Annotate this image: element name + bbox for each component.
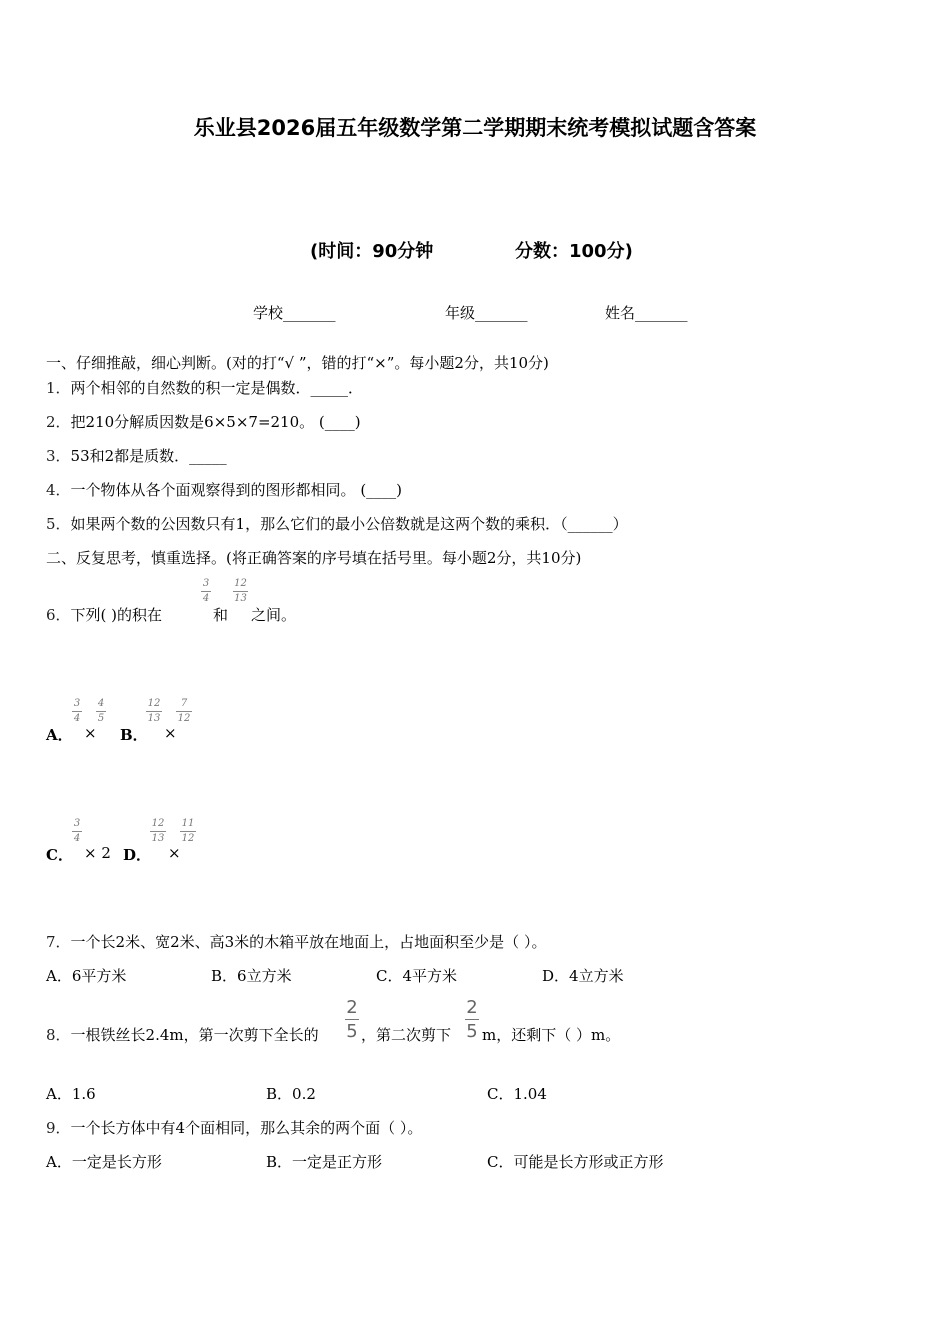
fraction: 4 5 xyxy=(97,698,105,724)
fraction: 7 12 xyxy=(177,698,191,724)
name-field: 姓名_______ xyxy=(605,304,688,322)
question-number: 7． xyxy=(46,933,71,951)
section1-heading: 一、仔细推敲，细心判断。(对的打“√ ”，错的打“×”。每小题2分，共10分) xyxy=(46,354,549,372)
option-a: A．6平方米 xyxy=(46,967,127,985)
question-6 xyxy=(46,604,162,625)
option-c: C．4平方米 xyxy=(376,967,458,985)
fraction: 12 13 xyxy=(151,818,165,844)
times-two: × 2 xyxy=(84,844,111,862)
question-3 xyxy=(46,445,227,466)
option-c: C．1.04 xyxy=(487,1085,547,1103)
page-title: 乐业县2026届五年级数学第二学期期末统考模拟试题含答案 xyxy=(193,116,757,140)
question-number: 1． xyxy=(46,379,71,397)
question-5 xyxy=(46,513,628,534)
option-a: A．一定是长方形 xyxy=(46,1153,162,1171)
times-sign: × xyxy=(168,844,181,862)
option-b: B．0.2 xyxy=(266,1085,316,1103)
question-text: 一个物体从各个面观察得到的图形都相同。 (____) xyxy=(70,481,403,499)
question-number: 4． xyxy=(46,481,71,499)
option-a-label: A． xyxy=(46,726,73,744)
question-text: 一个长方体中有4个面相同，那么其余的两个面（ ）。 xyxy=(70,1119,423,1137)
grade-field: 年级_______ xyxy=(445,304,528,322)
option-b: B．6立方米 xyxy=(211,967,292,985)
fraction: 2 5 xyxy=(466,997,478,1042)
question-text-pre: 下列( )的积在 xyxy=(70,606,163,624)
question-number: 6． xyxy=(46,606,71,624)
question-1 xyxy=(46,377,363,398)
fraction: 12 13 xyxy=(147,698,161,724)
question-number: 5． xyxy=(46,515,71,533)
question-9 xyxy=(46,1117,422,1138)
option-c-label: C． xyxy=(46,846,73,864)
fraction: 11 12 xyxy=(181,818,195,844)
fraction: 3 4 xyxy=(73,698,81,724)
question-text-pre: 一根铁丝长2.4m，第一次剪下全长的 xyxy=(70,1026,319,1044)
question-number: 8． xyxy=(46,1026,71,1044)
section2-heading: 二、反复思考，慎重选择。(将正确答案的序号填在括号里。每小题2分，共10分) xyxy=(46,549,582,567)
option-d-label: D． xyxy=(123,846,152,864)
question-number: 2． xyxy=(46,413,71,431)
times-sign: × xyxy=(84,724,97,742)
question-7 xyxy=(46,931,546,952)
times-sign: × xyxy=(164,724,177,742)
fraction: 12 13 xyxy=(234,578,247,604)
option-a: A．1.6 xyxy=(46,1085,96,1103)
question-text: 一个长2米、宽2米、高3米的木箱平放在地面上，占地面积至少是（ ）。 xyxy=(70,933,547,951)
question-text-post: 之间。 xyxy=(251,606,297,624)
question-number: 3． xyxy=(46,447,71,465)
option-b-label: B． xyxy=(120,726,148,744)
question-text-post: m，还剩下（ ）m。 xyxy=(482,1026,621,1044)
exam-time: (时间：90分钟 xyxy=(310,241,434,262)
question-text: 两个相邻的自然数的积一定是偶数．_____． xyxy=(70,379,364,397)
exam-score: 分数：100分) xyxy=(515,241,633,262)
question-text-mid: ，第二次剪下 xyxy=(361,1026,452,1044)
fraction: 3 4 xyxy=(73,818,81,844)
school-field: 学校_______ xyxy=(253,304,336,322)
fraction: 2 5 xyxy=(346,997,358,1042)
option-d: D．4立方米 xyxy=(542,967,624,985)
question-text: 53和2都是质数．_____ xyxy=(70,447,227,465)
question-number: 9． xyxy=(46,1119,71,1137)
fraction: 3 4 xyxy=(202,578,210,604)
option-c: C．可能是长方形或正方形 xyxy=(487,1153,664,1171)
question-8 xyxy=(46,1024,319,1045)
question-2 xyxy=(46,411,361,432)
question-text-and: 和 xyxy=(213,606,229,624)
option-b: B．一定是正方形 xyxy=(266,1153,383,1171)
question-text: 如果两个数的公因数只有1，那么它们的最小公倍数就是这两个数的乘积．（______） xyxy=(70,515,628,533)
question-text: 把210分解质因数是6×5×7=210。 (____) xyxy=(70,413,361,431)
question-4 xyxy=(46,479,402,500)
